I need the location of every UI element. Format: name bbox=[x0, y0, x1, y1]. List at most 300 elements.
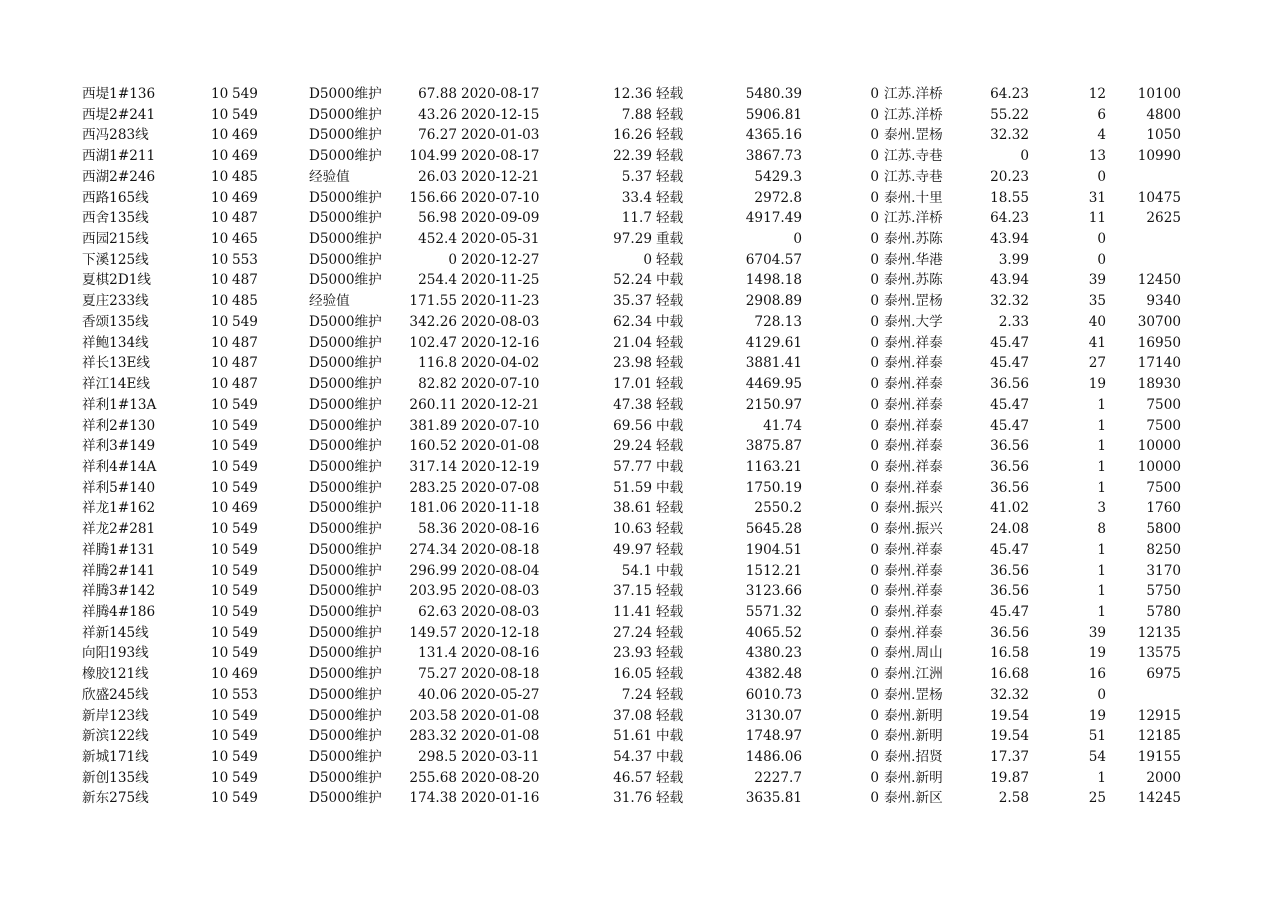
capacity-cell: 19155 bbox=[1137, 749, 1181, 765]
capacity-cell: 5750 bbox=[1146, 583, 1181, 600]
table-row bbox=[0, 706, 1286, 727]
value-a-cell: 255.68 bbox=[409, 769, 457, 786]
line-name-cell: 祥腾2#141 bbox=[82, 562, 156, 579]
substation-cell: 泰州.罡杨 bbox=[884, 293, 943, 310]
voltage-cell: 10 bbox=[211, 313, 229, 330]
capacity-cell: 30700 bbox=[1137, 313, 1181, 330]
date-cell: 2020-12-19 bbox=[461, 458, 540, 475]
code-cell: 549 bbox=[232, 396, 258, 413]
load-rate-cell: 49.97 bbox=[613, 541, 652, 558]
zero-cell: 0 bbox=[870, 293, 879, 310]
line-name-cell: 新东275线 bbox=[82, 790, 149, 807]
code-cell: 549 bbox=[232, 749, 258, 765]
load-rate-cell: 69.56 bbox=[613, 417, 652, 434]
code-cell: 549 bbox=[232, 583, 258, 600]
substation-cell: 泰州.罡杨 bbox=[884, 686, 943, 703]
value-b-cell: 3867.73 bbox=[745, 148, 802, 165]
voltage-cell: 10 bbox=[211, 334, 229, 351]
count-cell: 41 bbox=[1088, 334, 1106, 351]
value-c-cell: 16.58 bbox=[990, 645, 1029, 662]
date-cell: 2020-01-08 bbox=[461, 707, 540, 724]
value-b-cell: 6704.57 bbox=[745, 251, 802, 268]
load-rate-cell: 37.08 bbox=[613, 707, 652, 724]
value-b-cell: 3123.66 bbox=[745, 583, 802, 600]
value-c-cell: 55.22 bbox=[990, 106, 1029, 123]
voltage-cell: 10 bbox=[211, 541, 229, 558]
voltage-cell: 10 bbox=[211, 707, 229, 724]
table-row bbox=[0, 105, 1286, 126]
capacity-cell: 7500 bbox=[1146, 479, 1181, 496]
value-b-cell: 3875.87 bbox=[745, 438, 802, 455]
code-cell: 469 bbox=[232, 189, 258, 206]
load-rate-cell: 22.39 bbox=[613, 148, 652, 165]
line-name-cell: 西冯283线 bbox=[82, 127, 149, 144]
voltage-cell: 10 bbox=[211, 458, 229, 475]
line-name-cell: 西园215线 bbox=[82, 231, 149, 248]
code-cell: 549 bbox=[232, 562, 258, 579]
table-row bbox=[0, 768, 1286, 789]
voltage-cell: 10 bbox=[211, 293, 229, 310]
table-row bbox=[0, 685, 1286, 706]
zero-cell: 0 bbox=[870, 231, 879, 248]
date-cell: 2020-04-02 bbox=[461, 355, 540, 372]
line-name-cell: 新城171线 bbox=[82, 749, 149, 765]
code-cell: 485 bbox=[232, 293, 258, 310]
source-type-cell: D5000维护 bbox=[309, 790, 382, 807]
table-row bbox=[0, 84, 1286, 105]
value-c-cell: 19.54 bbox=[990, 728, 1029, 745]
value-b-cell: 1163.21 bbox=[745, 458, 802, 475]
line-name-cell: 欣盛245线 bbox=[82, 686, 149, 703]
line-name-cell: 香颂135线 bbox=[82, 313, 149, 330]
voltage-cell: 10 bbox=[211, 189, 229, 206]
load-status-cell: 轻载 bbox=[656, 106, 684, 123]
value-c-cell: 32.32 bbox=[990, 293, 1029, 310]
value-a-cell: 102.47 bbox=[409, 334, 457, 351]
table-row bbox=[0, 167, 1286, 188]
value-b-cell: 4380.23 bbox=[745, 645, 802, 662]
code-cell: 465 bbox=[232, 231, 258, 248]
voltage-cell: 10 bbox=[211, 562, 229, 579]
value-a-cell: 131.4 bbox=[418, 645, 457, 662]
voltage-cell: 10 bbox=[211, 438, 229, 455]
table-row bbox=[0, 664, 1286, 685]
table-row bbox=[0, 270, 1286, 291]
source-type-cell: D5000维护 bbox=[309, 583, 382, 600]
value-b-cell: 5571.32 bbox=[745, 603, 802, 620]
substation-cell: 泰州.江洲 bbox=[884, 666, 943, 683]
capacity-cell: 2000 bbox=[1146, 769, 1181, 786]
value-a-cell: 296.99 bbox=[409, 562, 457, 579]
table-row bbox=[0, 353, 1286, 374]
count-cell: 39 bbox=[1088, 272, 1106, 289]
source-type-cell: D5000维护 bbox=[309, 500, 382, 517]
load-rate-cell: 12.36 bbox=[613, 86, 652, 102]
substation-cell: 泰州.华港 bbox=[884, 251, 943, 268]
zero-cell: 0 bbox=[870, 127, 879, 144]
source-type-cell: D5000维护 bbox=[309, 334, 382, 351]
load-status-cell: 轻载 bbox=[656, 168, 684, 185]
value-a-cell: 203.95 bbox=[409, 583, 457, 600]
value-a-cell: 283.32 bbox=[409, 728, 457, 745]
date-cell: 2020-12-15 bbox=[461, 106, 540, 123]
value-c-cell: 32.32 bbox=[990, 686, 1029, 703]
count-cell: 1 bbox=[1097, 396, 1106, 413]
source-type-cell: D5000维护 bbox=[309, 189, 382, 206]
voltage-cell: 10 bbox=[211, 251, 229, 268]
value-a-cell: 58.36 bbox=[418, 521, 457, 538]
value-c-cell: 64.23 bbox=[990, 86, 1029, 102]
table-row bbox=[0, 726, 1286, 747]
source-type-cell: D5000维护 bbox=[309, 645, 382, 662]
load-status-cell: 轻载 bbox=[656, 376, 684, 393]
table-row bbox=[0, 540, 1286, 561]
voltage-cell: 10 bbox=[211, 749, 229, 765]
code-cell: 549 bbox=[232, 479, 258, 496]
table-row bbox=[0, 146, 1286, 167]
substation-cell: 泰州.振兴 bbox=[884, 500, 943, 517]
value-c-cell: 0 bbox=[1020, 148, 1029, 165]
load-status-cell: 轻载 bbox=[656, 686, 684, 703]
value-a-cell: 254.4 bbox=[418, 272, 457, 289]
table-row bbox=[0, 250, 1286, 271]
value-c-cell: 36.56 bbox=[990, 458, 1029, 475]
source-type-cell: D5000维护 bbox=[309, 272, 382, 289]
load-rate-cell: 54.37 bbox=[613, 749, 652, 765]
value-c-cell: 45.47 bbox=[990, 417, 1029, 434]
line-name-cell: 祥龙2#281 bbox=[82, 521, 156, 538]
value-c-cell: 36.56 bbox=[990, 583, 1029, 600]
zero-cell: 0 bbox=[870, 707, 879, 724]
value-b-cell: 2550.2 bbox=[754, 500, 802, 517]
line-name-cell: 祥腾3#142 bbox=[82, 583, 156, 600]
load-rate-cell: 51.61 bbox=[613, 728, 652, 745]
load-status-cell: 轻载 bbox=[656, 148, 684, 165]
code-cell: 549 bbox=[232, 645, 258, 662]
load-status-cell: 轻载 bbox=[656, 334, 684, 351]
capacity-cell: 1050 bbox=[1146, 127, 1181, 144]
zero-cell: 0 bbox=[870, 521, 879, 538]
table-row bbox=[0, 457, 1286, 478]
source-type-cell: D5000维护 bbox=[309, 769, 382, 786]
source-type-cell: D5000维护 bbox=[309, 148, 382, 165]
load-status-cell: 中载 bbox=[656, 458, 684, 475]
source-type-cell: D5000维护 bbox=[309, 376, 382, 393]
value-b-cell: 5480.39 bbox=[745, 86, 802, 102]
source-type-cell: D5000维护 bbox=[309, 479, 382, 496]
value-c-cell: 18.55 bbox=[990, 189, 1029, 206]
value-a-cell: 149.57 bbox=[409, 624, 457, 641]
table-row bbox=[0, 229, 1286, 250]
substation-cell: 江苏.寺巷 bbox=[884, 148, 943, 165]
code-cell: 549 bbox=[232, 624, 258, 641]
line-name-cell: 西湖1#211 bbox=[82, 148, 156, 165]
line-name-cell: 祥龙1#162 bbox=[82, 500, 156, 517]
voltage-cell: 10 bbox=[211, 603, 229, 620]
value-c-cell: 19.87 bbox=[990, 769, 1029, 786]
load-status-cell: 轻载 bbox=[656, 624, 684, 641]
line-name-cell: 祥利1#13A bbox=[82, 396, 157, 413]
line-name-cell: 新创135线 bbox=[82, 769, 149, 786]
zero-cell: 0 bbox=[870, 686, 879, 703]
capacity-cell: 12915 bbox=[1137, 707, 1181, 724]
date-cell: 2020-08-16 bbox=[461, 645, 540, 662]
zero-cell: 0 bbox=[870, 417, 879, 434]
value-a-cell: 283.25 bbox=[409, 479, 457, 496]
capacity-cell: 5800 bbox=[1146, 521, 1181, 538]
table-row bbox=[0, 788, 1286, 809]
table-row bbox=[0, 291, 1286, 312]
line-name-cell: 祥利3#149 bbox=[82, 438, 156, 455]
source-type-cell: D5000维护 bbox=[309, 686, 382, 703]
zero-cell: 0 bbox=[870, 645, 879, 662]
line-name-cell: 祥利5#140 bbox=[82, 479, 156, 496]
value-b-cell: 6010.73 bbox=[745, 686, 802, 703]
table-row bbox=[0, 602, 1286, 623]
substation-cell: 江苏.洋桥 bbox=[884, 210, 943, 227]
voltage-cell: 10 bbox=[211, 521, 229, 538]
zero-cell: 0 bbox=[870, 562, 879, 579]
capacity-cell: 2625 bbox=[1146, 210, 1181, 227]
date-cell: 2020-08-03 bbox=[461, 583, 540, 600]
value-b-cell: 4365.16 bbox=[745, 127, 802, 144]
count-cell: 54 bbox=[1088, 749, 1106, 765]
load-rate-cell: 38.61 bbox=[613, 500, 652, 517]
zero-cell: 0 bbox=[870, 376, 879, 393]
load-rate-cell: 5.37 bbox=[621, 168, 652, 185]
value-a-cell: 0 bbox=[448, 251, 457, 268]
source-type-cell: D5000维护 bbox=[309, 728, 382, 745]
code-cell: 549 bbox=[232, 521, 258, 538]
substation-cell: 泰州.祥泰 bbox=[884, 624, 943, 641]
load-status-cell: 轻载 bbox=[656, 438, 684, 455]
zero-cell: 0 bbox=[870, 148, 879, 165]
count-cell: 1 bbox=[1097, 769, 1106, 786]
load-status-cell: 轻载 bbox=[656, 189, 684, 206]
table-row bbox=[0, 519, 1286, 540]
substation-cell: 泰州.新区 bbox=[884, 790, 943, 807]
value-a-cell: 40.06 bbox=[418, 686, 457, 703]
line-name-cell: 向阳193线 bbox=[82, 645, 149, 662]
value-b-cell: 5429.3 bbox=[754, 168, 802, 185]
code-cell: 549 bbox=[232, 86, 258, 102]
voltage-cell: 10 bbox=[211, 624, 229, 641]
substation-cell: 泰州.新明 bbox=[884, 728, 943, 745]
load-status-cell: 中载 bbox=[656, 728, 684, 745]
value-b-cell: 1498.18 bbox=[745, 272, 802, 289]
count-cell: 16 bbox=[1088, 666, 1106, 683]
source-type-cell: D5000维护 bbox=[309, 313, 382, 330]
count-cell: 8 bbox=[1097, 521, 1106, 538]
value-c-cell: 45.47 bbox=[990, 355, 1029, 372]
source-type-cell: D5000维护 bbox=[309, 624, 382, 641]
zero-cell: 0 bbox=[870, 458, 879, 475]
source-type-cell: D5000维护 bbox=[309, 749, 382, 765]
count-cell: 13 bbox=[1088, 148, 1106, 165]
line-name-cell: 新滨122线 bbox=[82, 728, 149, 745]
source-type-cell: D5000维护 bbox=[309, 438, 382, 455]
line-name-cell: 西湖2#246 bbox=[82, 168, 156, 185]
value-a-cell: 174.38 bbox=[409, 790, 457, 807]
voltage-cell: 10 bbox=[211, 645, 229, 662]
count-cell: 1 bbox=[1097, 541, 1106, 558]
count-cell: 1 bbox=[1097, 417, 1106, 434]
voltage-cell: 10 bbox=[211, 148, 229, 165]
load-rate-cell: 10.63 bbox=[613, 521, 652, 538]
load-status-cell: 轻载 bbox=[656, 707, 684, 724]
line-name-cell: 祥新145线 bbox=[82, 624, 149, 641]
substation-cell: 泰州.祥泰 bbox=[884, 355, 943, 372]
zero-cell: 0 bbox=[870, 313, 879, 330]
table-row bbox=[0, 188, 1286, 209]
capacity-cell: 7500 bbox=[1146, 396, 1181, 413]
load-status-cell: 轻载 bbox=[656, 521, 684, 538]
table-row bbox=[0, 333, 1286, 354]
capacity-cell: 7500 bbox=[1146, 417, 1181, 434]
table-row bbox=[0, 747, 1286, 768]
capacity-cell: 10000 bbox=[1137, 438, 1181, 455]
value-b-cell: 4065.52 bbox=[745, 624, 802, 641]
date-cell: 2020-11-25 bbox=[461, 272, 540, 289]
load-rate-cell: 17.01 bbox=[613, 376, 652, 393]
value-b-cell: 5906.81 bbox=[745, 106, 802, 123]
substation-cell: 江苏.寺巷 bbox=[884, 168, 943, 185]
capacity-cell: 16950 bbox=[1137, 334, 1181, 351]
value-c-cell: 3.99 bbox=[998, 251, 1029, 268]
value-a-cell: 171.55 bbox=[409, 293, 457, 310]
zero-cell: 0 bbox=[870, 438, 879, 455]
value-a-cell: 381.89 bbox=[409, 417, 457, 434]
value-a-cell: 317.14 bbox=[409, 458, 457, 475]
capacity-cell: 13575 bbox=[1137, 645, 1181, 662]
substation-cell: 泰州.大学 bbox=[884, 313, 943, 330]
count-cell: 31 bbox=[1088, 189, 1106, 206]
value-b-cell: 4917.49 bbox=[745, 210, 802, 227]
load-status-cell: 中载 bbox=[656, 562, 684, 579]
count-cell: 19 bbox=[1088, 707, 1106, 724]
load-rate-cell: 52.24 bbox=[613, 272, 652, 289]
date-cell: 2020-11-18 bbox=[461, 500, 540, 517]
load-rate-cell: 37.15 bbox=[613, 583, 652, 600]
line-name-cell: 祥腾4#186 bbox=[82, 603, 156, 620]
value-a-cell: 75.27 bbox=[418, 666, 457, 683]
count-cell: 40 bbox=[1088, 313, 1106, 330]
load-rate-cell: 23.93 bbox=[613, 645, 652, 662]
source-type-cell: D5000维护 bbox=[309, 541, 382, 558]
value-b-cell: 41.74 bbox=[763, 417, 802, 434]
load-rate-cell: 27.24 bbox=[613, 624, 652, 641]
date-cell: 2020-12-16 bbox=[461, 334, 540, 351]
value-a-cell: 298.5 bbox=[418, 749, 457, 765]
line-name-cell: 橡胶121线 bbox=[82, 666, 149, 683]
code-cell: 549 bbox=[232, 417, 258, 434]
load-status-cell: 轻载 bbox=[656, 500, 684, 517]
date-cell: 2020-12-21 bbox=[461, 168, 540, 185]
count-cell: 0 bbox=[1097, 231, 1106, 248]
code-cell: 549 bbox=[232, 790, 258, 807]
voltage-cell: 10 bbox=[211, 127, 229, 144]
table-row bbox=[0, 125, 1286, 146]
substation-cell: 泰州.招贤 bbox=[884, 749, 943, 765]
count-cell: 25 bbox=[1088, 790, 1106, 807]
capacity-cell: 5780 bbox=[1146, 603, 1181, 620]
line-name-cell: 夏棋2D1线 bbox=[82, 272, 151, 289]
code-cell: 549 bbox=[232, 728, 258, 745]
line-name-cell: 祥利2#130 bbox=[82, 417, 156, 434]
code-cell: 549 bbox=[232, 707, 258, 724]
value-c-cell: 36.56 bbox=[990, 624, 1029, 641]
load-rate-cell: 7.24 bbox=[621, 686, 652, 703]
date-cell: 2020-11-23 bbox=[461, 293, 540, 310]
value-c-cell: 16.68 bbox=[990, 666, 1029, 683]
substation-cell: 泰州.祥泰 bbox=[884, 541, 943, 558]
code-cell: 469 bbox=[232, 148, 258, 165]
value-a-cell: 260.11 bbox=[409, 396, 457, 413]
zero-cell: 0 bbox=[870, 603, 879, 620]
value-c-cell: 36.56 bbox=[990, 479, 1029, 496]
capacity-cell: 14245 bbox=[1137, 790, 1181, 807]
table-row bbox=[0, 208, 1286, 229]
date-cell: 2020-01-03 bbox=[461, 127, 540, 144]
date-cell: 2020-08-20 bbox=[461, 769, 540, 786]
count-cell: 1 bbox=[1097, 479, 1106, 496]
value-c-cell: 45.47 bbox=[990, 396, 1029, 413]
load-rate-cell: 46.57 bbox=[613, 769, 652, 786]
voltage-cell: 10 bbox=[211, 272, 229, 289]
load-status-cell: 轻载 bbox=[656, 251, 684, 268]
load-status-cell: 轻载 bbox=[656, 769, 684, 786]
substation-cell: 泰州.祥泰 bbox=[884, 458, 943, 475]
code-cell: 549 bbox=[232, 313, 258, 330]
zero-cell: 0 bbox=[870, 728, 879, 745]
capacity-cell: 10990 bbox=[1137, 148, 1181, 165]
capacity-cell: 4800 bbox=[1146, 106, 1181, 123]
source-type-cell: D5000维护 bbox=[309, 562, 382, 579]
value-a-cell: 43.26 bbox=[418, 106, 457, 123]
value-a-cell: 181.06 bbox=[409, 500, 457, 517]
date-cell: 2020-03-11 bbox=[461, 749, 540, 765]
load-rate-cell: 11.7 bbox=[621, 210, 652, 227]
code-cell: 469 bbox=[232, 666, 258, 683]
value-b-cell: 728.13 bbox=[754, 313, 802, 330]
value-c-cell: 45.47 bbox=[990, 541, 1029, 558]
zero-cell: 0 bbox=[870, 624, 879, 641]
value-a-cell: 116.8 bbox=[418, 355, 457, 372]
substation-cell: 泰州.苏陈 bbox=[884, 272, 943, 289]
line-name-cell: 祥长13E线 bbox=[82, 355, 151, 372]
value-b-cell: 3130.07 bbox=[745, 707, 802, 724]
line-name-cell: 夏庄233线 bbox=[82, 293, 149, 310]
value-a-cell: 342.26 bbox=[409, 313, 457, 330]
load-status-cell: 中载 bbox=[656, 272, 684, 289]
load-rate-cell: 54.1 bbox=[621, 562, 652, 579]
zero-cell: 0 bbox=[870, 769, 879, 786]
table-row bbox=[0, 416, 1286, 437]
value-b-cell: 1750.19 bbox=[745, 479, 802, 496]
source-type-cell: D5000维护 bbox=[309, 396, 382, 413]
date-cell: 2020-12-18 bbox=[461, 624, 540, 641]
date-cell: 2020-08-04 bbox=[461, 562, 540, 579]
voltage-cell: 10 bbox=[211, 86, 229, 102]
zero-cell: 0 bbox=[870, 272, 879, 289]
value-b-cell: 4469.95 bbox=[745, 376, 802, 393]
line-name-cell: 西堤1#136 bbox=[82, 86, 156, 102]
value-a-cell: 104.99 bbox=[409, 148, 457, 165]
table-row bbox=[0, 498, 1286, 519]
count-cell: 1 bbox=[1097, 603, 1106, 620]
voltage-cell: 10 bbox=[211, 666, 229, 683]
value-c-cell: 32.32 bbox=[990, 127, 1029, 144]
